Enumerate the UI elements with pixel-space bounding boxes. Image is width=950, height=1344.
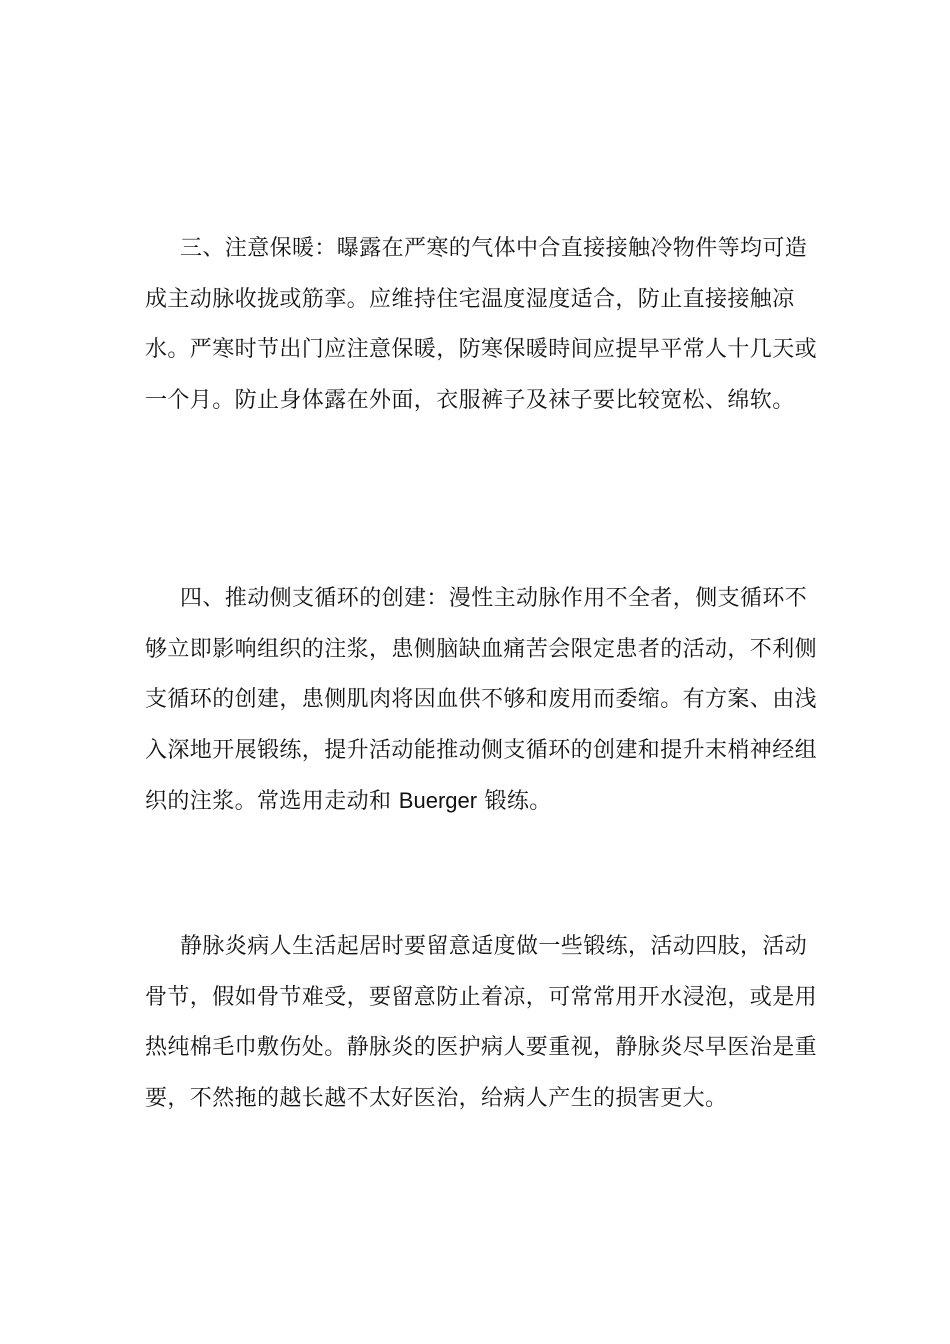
paragraph-keep-warm: 三、注意保暖：曝露在严寒的气体中合直接接触冷物件等均可造成主动脉收拢或筋挛。应维持住宅温度湿度适合，防止直接接触凉水。严寒时节出门应注意保暖，防寒保暖時间应提早平常人十几天或一个月。防止身体露在外面，衣服裤子及袜子要比较宽松、绵软。 <box>145 236 818 413</box>
paragraph-collateral-circulation <box>145 574 825 828</box>
paragraph-phlebitis-care: 静脉炎病人生活起居时要留意适度做一些锻练，活动四肢，活动骨节，假如骨节难受，要留意防止着凉，可常常用开水浸泡，或是用热纯棉毛巾敷伤处。静脉炎的医护病人要重视，静脉炎尽早医治是重要，不然拖的越长越不太好医治，给病人产生的损害更大。 <box>145 934 818 1111</box>
paragraph-collateral-circulation-text: 四、推动侧支循环的创建：漫性主动脉作用不全者，侧支循环不够立即影响组织的注浆，患侧脑缺血痛苦会限定患者的活动，不利侧支循环的创建，患侧肌肉将因血供不够和废用而委缩。有方案、由浅入深地开展锻练，提升活动能推动侧支循环的创建和提升末梢神经组织的注浆。常选用走动和 <box>145 586 818 814</box>
paragraph-collateral-circulation-ending: 锻练。 <box>477 789 552 814</box>
buerger-term: Buerger <box>398 788 478 813</box>
